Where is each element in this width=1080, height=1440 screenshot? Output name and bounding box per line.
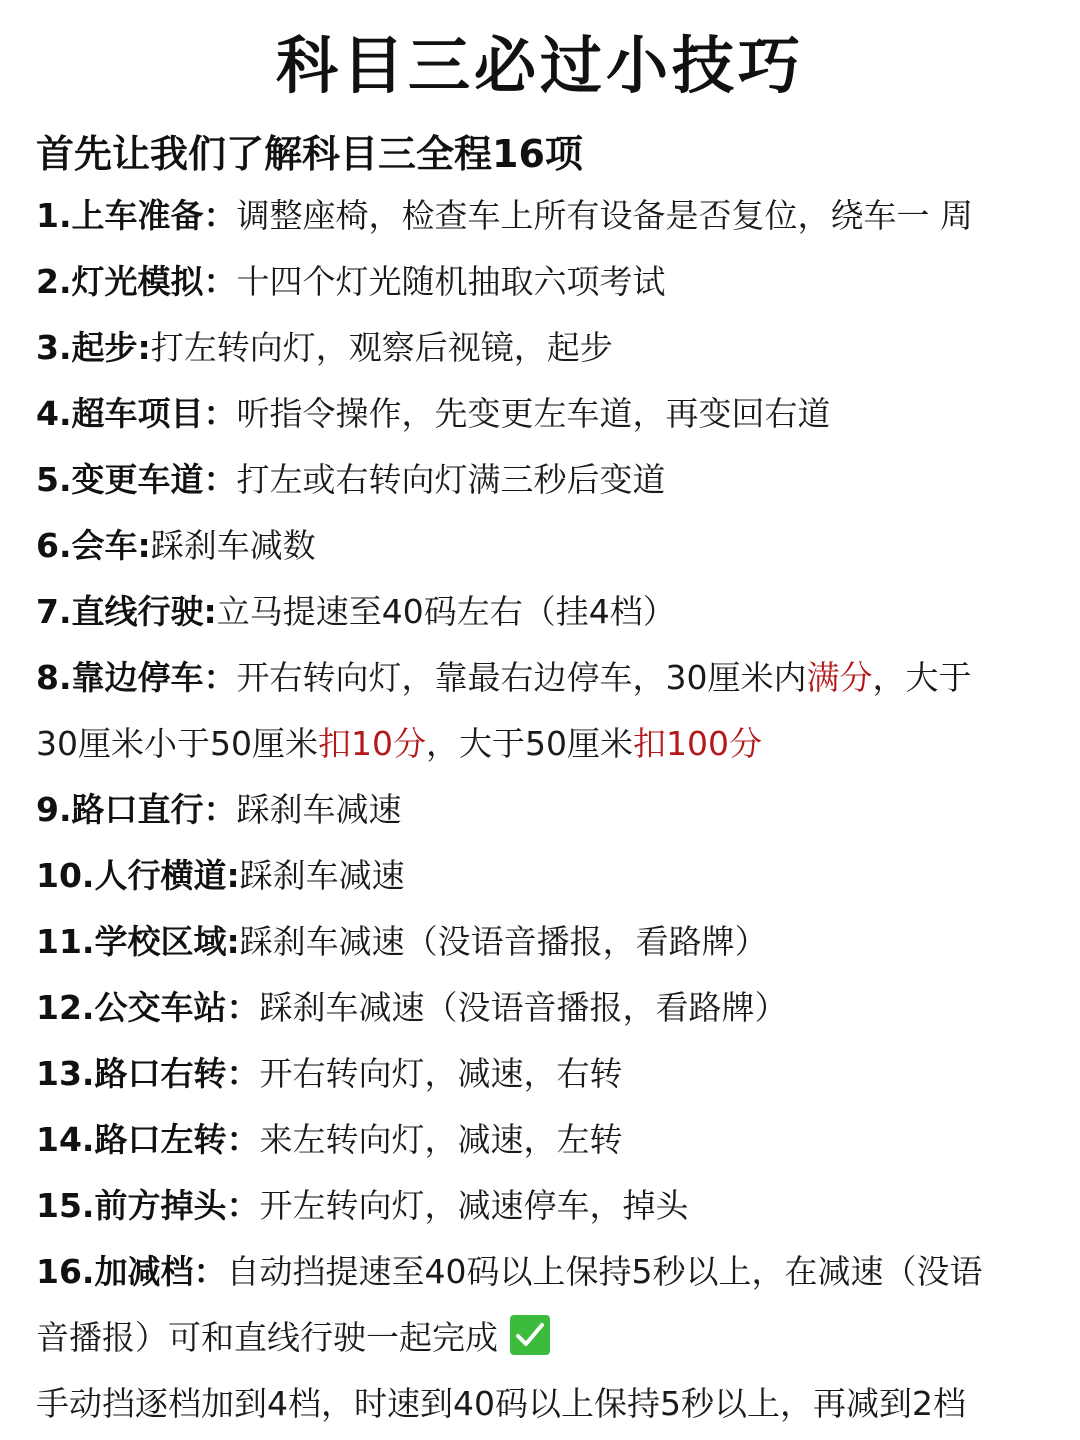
item-text: ，大于50厘米 [425, 724, 633, 763]
item-text: ，大于 [872, 658, 972, 697]
highlight-text: 满分 [806, 658, 873, 697]
item-label: 9.路口直行： [36, 790, 237, 829]
item-text: 踩刹车减速（没语音播报，看路牌） [259, 988, 788, 1027]
item-text: 踩刹车减速（没语音播报，看路牌） [239, 922, 768, 961]
list-item-5 [36, 447, 1046, 513]
highlight-text: 扣100分 [632, 724, 762, 763]
item-label: 12.公交车站： [36, 988, 260, 1027]
list-item-2 [36, 249, 1046, 315]
list-item-13 [36, 1041, 1046, 1107]
item-label: 14.路口左转： [36, 1120, 260, 1159]
list-item-1 [36, 183, 1046, 249]
item-text: 踩刹车减数 [150, 526, 316, 565]
check-mark-icon [510, 1315, 550, 1355]
item-text: 十四个灯光随机抽取六项考试 [236, 262, 666, 301]
list-item-16-continued [36, 1305, 1046, 1371]
item-text: 开右转向灯，减速，右转 [259, 1054, 623, 1093]
list-item-6 [36, 513, 1046, 579]
list-item-16-manual [36, 1371, 1046, 1437]
item-label: 16.加减档： [36, 1252, 227, 1291]
item-text: 开右转向灯，靠最右边停车，30厘米内 [236, 658, 807, 697]
list-item-15 [36, 1173, 1046, 1239]
item-label: 4.超车项目： [36, 394, 237, 433]
item-label: 15.前方掉头： [36, 1186, 260, 1225]
item-label: 6.会车: [36, 526, 151, 565]
item-text: 听指令操作，先变更左车道，再变回右道 [236, 394, 831, 433]
item-text: 踩刹车减速 [236, 790, 402, 829]
list-item-9 [36, 777, 1046, 843]
list-item-4 [36, 381, 1046, 447]
item-text: 开左转向灯，减速停车，掉头 [259, 1186, 689, 1225]
item-list [36, 183, 1046, 1437]
item-label: 10.人行横道: [36, 856, 240, 895]
item-label: 2.灯光模拟： [36, 262, 237, 301]
section-heading: 首先让我们了解科目三全程16项 [36, 132, 583, 176]
item-text: 30厘米小于50厘米 [36, 724, 318, 763]
item-label: 11.学校区域: [36, 922, 240, 961]
page-title: 科目三必过小技巧 [275, 29, 804, 102]
item-text: 立马提速至40码左右（挂4档） [216, 592, 676, 631]
list-item-7 [36, 579, 1046, 645]
item-label: 1.上车准备： [36, 196, 237, 235]
list-item-14 [36, 1107, 1046, 1173]
item-text: 手动挡逐档加到4档，时速到40码以上保持5秒以上，再减到2档 [36, 1384, 966, 1423]
item-text: 踩刹车减速 [239, 856, 405, 895]
item-label: 5.变更车道： [36, 460, 237, 499]
item-text: 打左转向灯，观察后视镜，起步 [150, 328, 613, 367]
item-text: 音播报）可和直线行驶一起完成 [36, 1318, 498, 1357]
item-text: 自动挡提速至40码以上保持5秒以上，在减速（没语 [226, 1252, 983, 1291]
item-text: 打左或右转向灯满三秒后变道 [236, 460, 666, 499]
item-text: 来左转向灯，减速，左转 [259, 1120, 623, 1159]
item-label: 3.起步: [36, 328, 151, 367]
item-text: 调整座椅，检查车上所有设备是否复位，绕车一 周 [236, 196, 973, 235]
list-item-11 [36, 909, 1046, 975]
list-item-12 [36, 975, 1046, 1041]
highlight-text: 扣10分 [317, 724, 426, 763]
list-item-8 [36, 645, 1046, 711]
list-item-16 [36, 1239, 1046, 1305]
item-label: 7.直线行驶: [36, 592, 217, 631]
list-item-3 [36, 315, 1046, 381]
item-label: 13.路口右转： [36, 1054, 260, 1093]
item-label: 8.靠边停车： [36, 658, 237, 697]
list-item-10 [36, 843, 1046, 909]
list-item-8-continued [36, 711, 1046, 777]
